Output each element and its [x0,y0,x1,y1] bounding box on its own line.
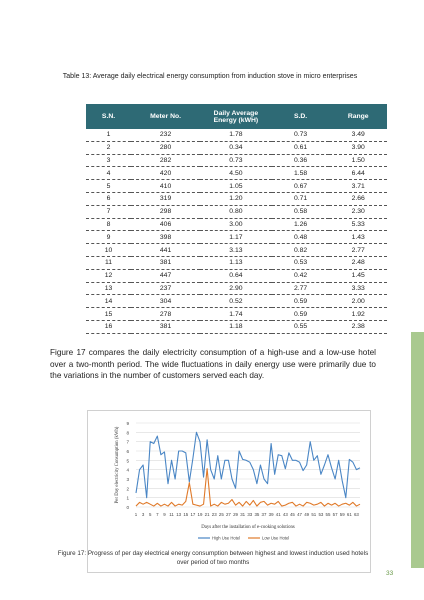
cell-sn: 7 [86,205,131,218]
cell-sn: 4 [86,167,131,180]
x-tick-label: 43 [282,512,288,517]
cell-daily-average: 1.17 [200,231,272,244]
cell-sd: 0.73 [272,129,330,141]
cell-range: 2.77 [329,244,387,257]
cell-sd: 2.77 [272,282,330,295]
cell-range: 1.92 [329,308,387,321]
header-sd: S.D. [272,104,330,129]
x-tick-label: 41 [275,512,281,517]
y-tick-label: 9 [126,421,129,426]
header-sn: S.N. [86,104,131,129]
cell-range: 3.90 [329,141,387,154]
figure-caption: Figure 17: Progress of per day electrical energy consumption between highest and lowest induction used hotels over period of two months [57,550,369,566]
cell-meter-no: 441 [131,244,200,257]
cell-meter-no: 304 [131,295,200,308]
cell-daily-average: 3.13 [200,244,272,257]
table-row [86,231,387,244]
cell-sn: 16 [86,320,131,333]
table-row [86,269,387,282]
table-row [86,282,387,295]
cell-range: 3.33 [329,282,387,295]
x-tick-label: 5 [148,512,152,517]
table-caption: Table 13: Average daily electrical energy consumption from induction stove in micro enterprises [62,73,358,80]
cell-meter-no: 410 [131,180,200,193]
x-tick-label: 11 [169,512,174,517]
y-tick-label: 3 [126,477,129,482]
cell-sn: 13 [86,282,131,295]
energy-table [86,104,387,334]
x-tick-label: 55 [325,512,331,517]
cell-sd: 0.53 [272,256,330,269]
cell-sd: 0.58 [272,205,330,218]
header-daily-average: Daily Average Energy (kWH) [200,104,272,129]
x-tick-label: 13 [176,512,182,517]
table-row [86,295,387,308]
high-use-series-line [136,432,360,497]
cell-meter-no: 280 [131,141,200,154]
x-tick-label: 61 [346,512,352,517]
cell-range: 2.38 [329,320,387,333]
table-row [86,154,387,167]
y-tick-label: 1 [126,495,129,501]
x-tick-label: 37 [261,512,267,517]
side-color-tab [411,332,424,568]
cell-range: 1.50 [329,154,387,167]
table-row [86,167,387,180]
cell-range: 6.44 [329,167,387,180]
page-number: 33 [386,570,394,577]
line-chart-svg [88,411,370,572]
cell-sn: 15 [86,308,131,321]
cell-sn: 5 [86,180,131,193]
x-tick-label: 39 [268,512,274,517]
cell-sd: 0.36 [272,154,330,167]
cell-meter-no: 298 [131,205,200,218]
legend-high-use-label: High Use Hotel [212,535,241,541]
x-axis-label: Days after the installation of e-cooking solutions [201,525,295,530]
cell-daily-average: 0.52 [200,295,272,308]
cell-meter-no: 237 [131,282,200,295]
cell-sd: 1.26 [272,218,330,231]
x-tick-label: 15 [183,512,189,517]
y-tick-label: 8 [126,430,129,436]
x-tick-label: 57 [332,512,338,517]
cell-range: 2.48 [329,256,387,269]
x-tick-label: 63 [353,512,359,517]
x-tick-label: 3 [141,512,145,517]
cell-daily-average: 2.90 [200,282,272,295]
x-tick-label: 19 [197,512,203,517]
table-row [86,308,387,321]
cell-range: 2.30 [329,205,387,218]
cell-meter-no: 406 [131,218,200,231]
table-row [86,205,387,218]
cell-daily-average: 1.18 [200,320,272,333]
cell-meter-no: 282 [131,154,200,167]
body-paragraph: Figure 17 compares the daily electricity consumption of a high-use and a low-use hotel over a two-month period. The wide fluctuations in daily energy use were primarily due to the variations in the number of customers served each day. [50,348,376,380]
cell-sn: 11 [86,256,131,269]
cell-daily-average: 1.05 [200,180,272,193]
cell-sd: 0.59 [272,308,330,321]
x-tick-label: 31 [240,512,246,517]
table-header-row [86,104,387,129]
cell-sd: 0.42 [272,269,330,282]
y-tick-label: 2 [126,486,129,492]
x-tick-label: 33 [247,512,253,517]
cell-sn: 9 [86,231,131,244]
cell-sd: 0.71 [272,192,330,205]
table-row [86,141,387,154]
cell-meter-no: 278 [131,308,200,321]
cell-daily-average: 1.13 [200,256,272,269]
x-tick-label: 9 [163,512,166,517]
cell-sd: 0.67 [272,180,330,193]
table-row [86,180,387,193]
cell-meter-no: 319 [131,192,200,205]
cell-daily-average: 1.20 [200,192,272,205]
cell-sd: 1.58 [272,167,330,180]
cell-range: 1.45 [329,269,387,282]
cell-sn: 3 [86,154,131,167]
cell-daily-average: 1.74 [200,308,272,321]
y-tick-label: 5 [126,458,129,464]
cell-daily-average: 0.64 [200,269,272,282]
table-row [86,218,387,231]
y-tick-label: 0 [126,505,129,510]
x-tick-label: 25 [218,512,224,517]
cell-meter-no: 232 [131,129,200,141]
cell-range: 3.49 [329,129,387,141]
cell-daily-average: 0.34 [200,141,272,154]
cell-range: 3.71 [329,180,387,193]
cell-meter-no: 447 [131,269,200,282]
table-row [86,192,387,205]
cell-meter-no: 398 [131,231,200,244]
x-tick-label: 1 [134,512,138,517]
cell-sn: 6 [86,192,131,205]
cell-sd: 0.61 [272,141,330,154]
cell-sd: 0.82 [272,244,330,257]
x-tick-label: 23 [211,512,217,517]
cell-sn: 10 [86,244,131,257]
cell-sd: 0.48 [272,231,330,244]
y-tick-label: 6 [126,449,129,454]
x-tick-label: 7 [156,512,159,517]
table-row [86,320,387,333]
cell-range: 1.43 [329,231,387,244]
cell-daily-average: 0.73 [200,154,272,167]
cell-daily-average: 0.80 [200,205,272,218]
cell-daily-average: 3.00 [200,218,272,231]
x-tick-label: 59 [339,512,345,517]
cell-range: 5.33 [329,218,387,231]
x-tick-label: 47 [297,512,303,517]
table-row [86,129,387,141]
x-tick-label: 49 [304,512,310,517]
header-meter-no: Meter No. [131,104,200,129]
cell-sn: 2 [86,141,131,154]
x-tick-label: 45 [289,512,295,517]
cell-meter-no: 381 [131,320,200,333]
cell-meter-no: 381 [131,256,200,269]
cell-sn: 8 [86,218,131,231]
x-tick-label: 21 [204,512,210,517]
cell-sd: 0.55 [272,320,330,333]
x-tick-label: 53 [318,512,324,517]
x-tick-label: 17 [190,512,196,517]
cell-range: 2.66 [329,192,387,205]
x-tick-label: 27 [225,512,231,517]
header-range: Range [329,104,387,129]
y-axis-label: Per Day electricity Consumption (kWh) [115,426,120,504]
table-row [86,244,387,257]
table-row [86,256,387,269]
cell-range: 2.00 [329,295,387,308]
cell-daily-average: 1.78 [200,129,272,141]
y-tick-label: 4 [126,467,129,473]
cell-sn: 12 [86,269,131,282]
cell-sn: 14 [86,295,131,308]
y-tick-label: 7 [126,439,129,445]
x-tick-label: 51 [311,512,317,517]
cell-sd: 0.59 [272,295,330,308]
x-tick-label: 29 [233,512,239,517]
x-tick-label: 35 [254,512,260,517]
cell-daily-average: 4.50 [200,167,272,180]
cell-meter-no: 420 [131,167,200,180]
cell-sn: 1 [86,129,131,141]
legend-low-use-label: Low Use Hotel [262,535,290,541]
